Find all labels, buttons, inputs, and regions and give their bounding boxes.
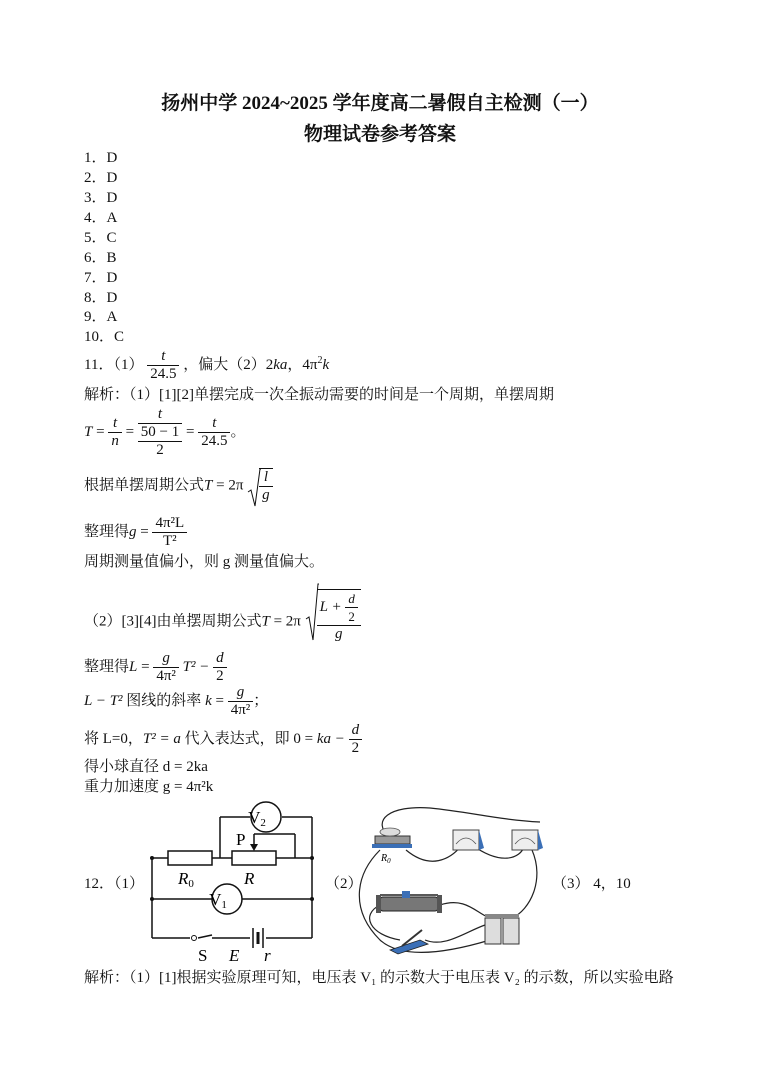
- period-formula: [84, 406, 245, 459]
- equals: =: [186, 423, 195, 440]
- rheostat-R: [232, 851, 276, 865]
- R0-photo-label: $R_0$: [381, 853, 391, 865]
- slope-label: 图线的斜率: [122, 692, 206, 709]
- sub-mid: 代入表达式，即 0 =: [180, 730, 317, 747]
- fraction-numerator: l: [259, 469, 273, 487]
- fraction-denominator: g: [334, 626, 343, 642]
- fraction-numerator: g: [153, 650, 179, 668]
- q11-k: k: [322, 356, 330, 373]
- inner-denominator: 2: [348, 609, 355, 624]
- part2-label: （2）[3][4]由单摆周期公式: [84, 613, 262, 630]
- equals: =: [137, 658, 154, 675]
- symbol-T2: T² −: [182, 658, 210, 675]
- part2-formula: [84, 591, 361, 649]
- equals: =: [211, 692, 228, 709]
- battery-photo: [485, 914, 519, 944]
- q11-ka: ka: [273, 356, 288, 373]
- voltmeter-photo: [512, 830, 543, 850]
- symbol-L: L: [129, 658, 138, 675]
- answer-item: 1．D: [84, 150, 118, 166]
- fraction-numerator: t: [147, 348, 179, 366]
- resistor-R0-photo: [372, 828, 412, 848]
- fraction-t-245: [198, 415, 230, 450]
- answer-item: 3．D: [84, 190, 118, 206]
- fraction-nested: [138, 406, 182, 459]
- E-label: E: [229, 946, 240, 965]
- fraction-denominator: 24.5: [201, 433, 228, 449]
- radical-fraction: [259, 468, 273, 504]
- sub-label: 将 L=0，: [84, 730, 143, 747]
- junction-dot: [310, 856, 314, 860]
- physical-circuit-photo: [350, 800, 550, 960]
- answer-item: 7．D: [84, 270, 118, 286]
- radical-fraction: [317, 589, 361, 643]
- q11-answer-line: 11．（1） $\frac{t}{24.5}$ ，偏大（2）2ka，$4\pi^2k$: [84, 348, 330, 382]
- fraction-denominator: [138, 424, 182, 459]
- fraction-numerator: t: [108, 415, 122, 433]
- radical-sign: [247, 468, 261, 508]
- sub-T: T² = a: [142, 730, 181, 747]
- fraction-denominator: 2: [216, 668, 224, 684]
- rheostat-photo: [376, 891, 442, 913]
- symbol-k: k: [205, 692, 212, 709]
- fraction: [153, 650, 179, 685]
- inner-denominator: 2: [156, 442, 164, 458]
- answer-item: 2．D: [84, 170, 118, 186]
- answer-item: 4．A: [84, 210, 118, 226]
- equals-2pi: = 2π: [269, 613, 301, 630]
- q11-text-c: ，4π: [287, 356, 318, 373]
- fraction-denominator: 4π²: [156, 668, 176, 684]
- answer-item: 10．C: [84, 329, 125, 345]
- symbol-T: T: [204, 477, 213, 494]
- V1-label: V1: [209, 890, 227, 911]
- sub-ka: ka −: [316, 730, 345, 747]
- slope-lhs: L − T²: [84, 692, 123, 709]
- fraction-denominator: n: [111, 433, 119, 449]
- fraction-t-n: [108, 415, 122, 450]
- arrange-formula: 整理得g = $\frac{\text{4π²L}}{\text{T²}}$: [84, 515, 187, 550]
- q11-fraction: [147, 348, 179, 383]
- conclusion-line: 周期测量值偏小，则 g 测量值偏大。: [84, 554, 325, 570]
- slider-arrow: [250, 844, 258, 851]
- fraction-numerator: d: [213, 650, 227, 668]
- fraction-denominator: 2: [351, 740, 360, 756]
- fraction-numerator: t: [138, 406, 182, 424]
- P-label: P: [236, 830, 246, 849]
- answer-item: 6．B: [84, 250, 117, 266]
- battery-symbol: [253, 928, 263, 948]
- pendulum-formula: [84, 468, 273, 504]
- analysis-line: 解析：（1）[1][2]单摆完成一次全振动需要的时间是一个周期，单摆周期: [84, 387, 554, 403]
- page-subtitle: 物理试卷参考答案: [303, 124, 456, 145]
- equals: =: [125, 423, 135, 440]
- junction-dot: [150, 897, 154, 901]
- sqrt-radical: [305, 591, 361, 649]
- symbol-g: g: [129, 523, 137, 540]
- r-label: r: [264, 946, 271, 965]
- q11-label: 11．（1）: [84, 356, 144, 373]
- q12-part2-label: （2）: [325, 876, 363, 892]
- fraction-denominator: T²: [163, 533, 177, 549]
- sqrt-radical: [247, 468, 273, 504]
- inner-numerator: 50 − 1: [138, 424, 182, 442]
- substitution-formula: [84, 722, 362, 757]
- fraction: [228, 684, 254, 719]
- V2-label: V2: [248, 808, 266, 829]
- diameter-line: 得小球直径 d = 2ka: [84, 759, 208, 775]
- inner-fraction: [138, 424, 182, 459]
- inner-fraction: [345, 590, 358, 625]
- answer-item: 8．D: [84, 290, 118, 306]
- resistor-R0: [168, 851, 212, 865]
- fraction-denominator: 4π²: [230, 702, 251, 718]
- fraction-denominator: 24.5: [150, 366, 177, 382]
- arrange-label: 整理得: [84, 658, 130, 675]
- fraction-denominator: g: [262, 487, 270, 503]
- page-title: 扬州中学 2024~2025 学年度高二暑假自主检测（一）: [161, 93, 599, 114]
- arrange-label: 整理得: [84, 523, 130, 540]
- circuit-diagram: [140, 798, 325, 968]
- q12-part3-answer: （3） 4，10: [552, 876, 631, 892]
- equals-2pi: = 2π: [212, 477, 244, 494]
- slope-formula: [84, 684, 268, 719]
- answer-item: 5．C: [84, 230, 117, 246]
- fraction-numerator: [317, 590, 361, 626]
- switch-contact: [192, 936, 197, 941]
- fraction-numerator: 4π²L: [152, 515, 187, 533]
- inner-numerator: d: [345, 590, 358, 608]
- q12-label: 12．（1）: [84, 876, 145, 892]
- fraction: [152, 515, 187, 550]
- arrange2-formula: [84, 650, 227, 685]
- fraction: [213, 650, 227, 685]
- fraction-numerator: d: [349, 722, 363, 740]
- fraction-numerator: t: [198, 415, 230, 433]
- S-label: S: [198, 946, 208, 965]
- R-label: R: [244, 869, 255, 888]
- R0-label: R0: [178, 869, 194, 890]
- formula-label: 根据单摆周期公式: [84, 477, 205, 494]
- switch-photo: [390, 930, 428, 954]
- period-end: 。: [230, 423, 246, 440]
- symbol-L: L +: [319, 598, 342, 615]
- gravity-line: 重力加速度 g = 4π²k: [84, 779, 214, 795]
- fraction-numerator: g: [228, 684, 254, 702]
- junction-dot: [310, 897, 314, 901]
- voltmeter-photo: [453, 830, 484, 850]
- q12-analysis-line: 解析：（1）[1]根据实验原理可知，电压表 V₁ 的示数大于电压表 V₂ 的示数，所以实验电路: [84, 970, 674, 986]
- answer-item: 9．A: [84, 309, 118, 325]
- equals: =: [96, 423, 105, 440]
- slope-end: ；: [253, 692, 269, 709]
- symbol-T: T: [84, 423, 93, 440]
- q11-text: ，偏大（2）2: [183, 356, 274, 373]
- fraction: [349, 722, 363, 757]
- symbol-T: T: [261, 613, 270, 630]
- junction-dot: [150, 856, 154, 860]
